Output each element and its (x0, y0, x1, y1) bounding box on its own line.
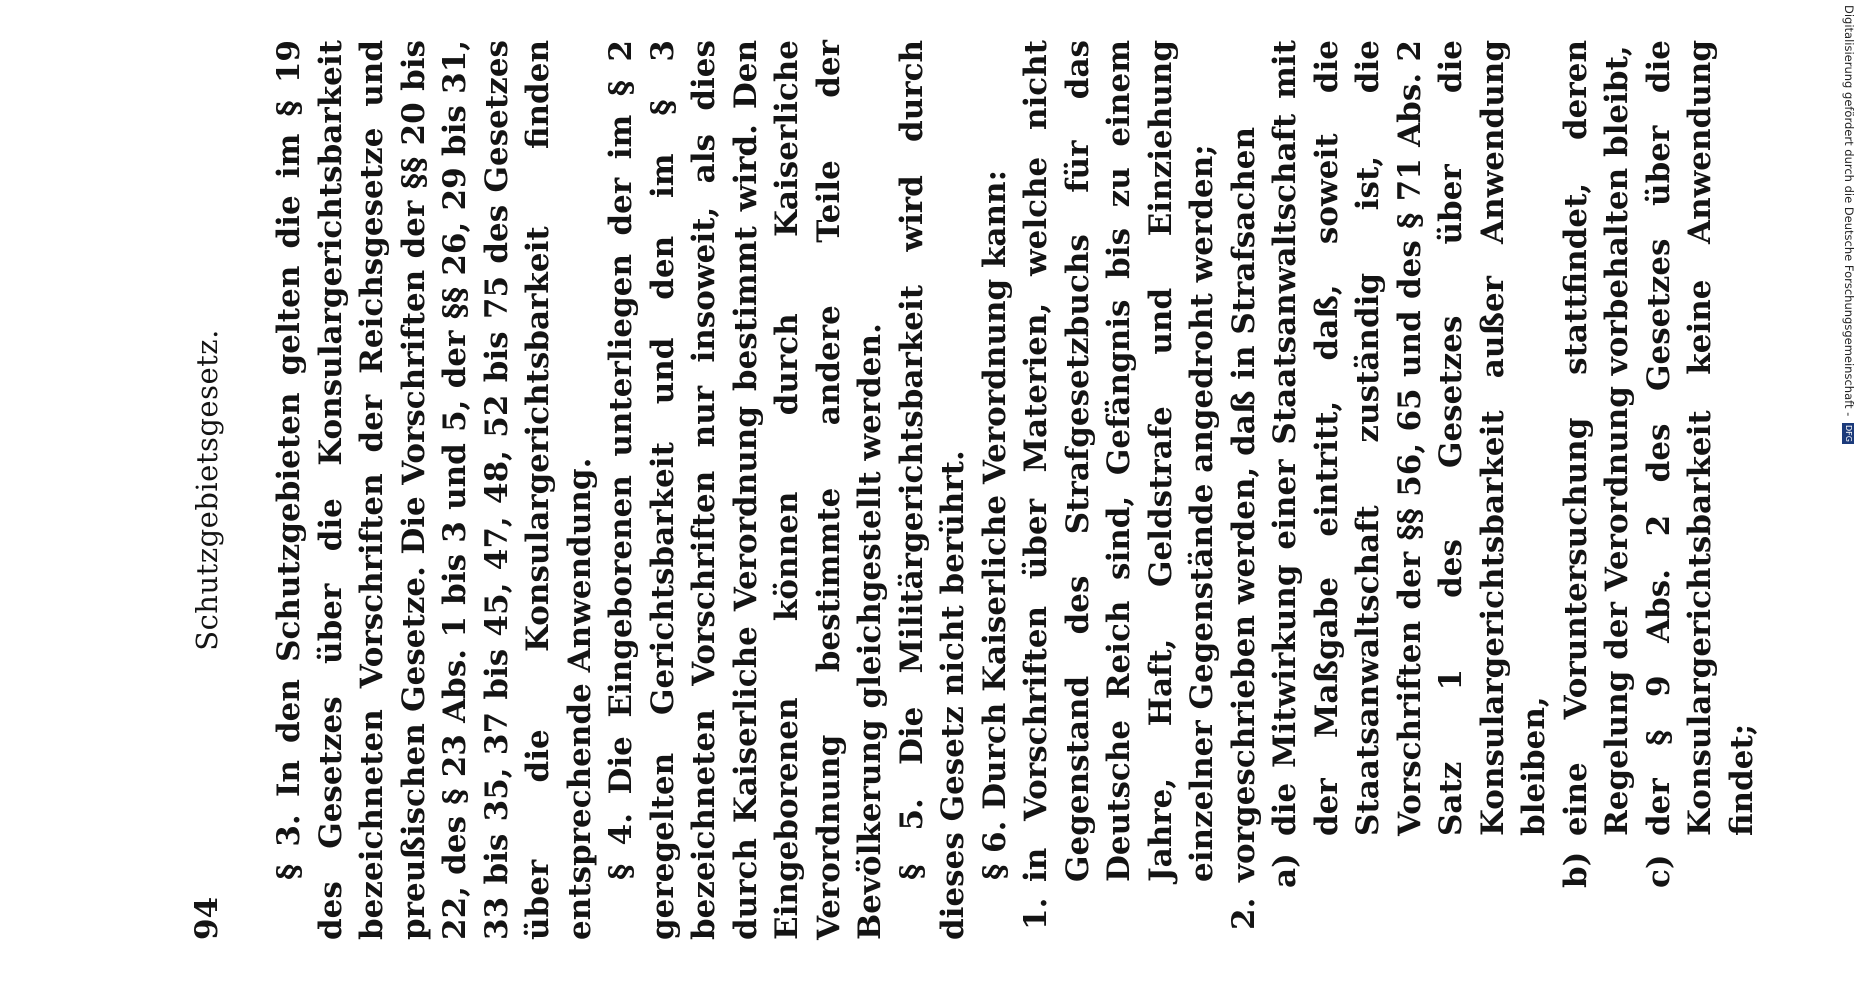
paragraph-4: § 4. Die Eingeborenen unterliegen der im § 2 geregelten Gerichtsbarkeit und den im § 3 bezeichneten Vorschriften nur insoweit, als dies durch Kaiserliche Verordnung bestimmt wird. Den Eingeborenen können durch Kaiserliche Verordnung bestimmte andere Teile der Bevölkerung gleichgestellt werden. (603, 40, 888, 940)
list-item (1016, 40, 1224, 940)
sub-list-item-letter: a) (1267, 853, 1303, 888)
list-item-number: 1. (1018, 897, 1054, 930)
list-item-number: 2. (1225, 897, 1262, 930)
list-item-text: in Vorschriften über Materien, welche nicht Gegenstand des Strafgesetzbuchs für das Deutsche Reich sind, Gefängnis bis zu einem Jahre, Haft, Geldstrafe und Einziehung einzelner Gegenstände angedroht werden; (1018, 40, 1220, 882)
sub-list-item-text: die Mitwirkung einer Staatsanwaltschaft mit der Maßgabe eintritt, daß, soweit die Staatsanwaltschaft zuständig ist, die Vorschriften der §§ 56, 65 und des § 71 Abs. 2 Satz 1 des Gesetzes über die Konsulargerichtsbarkeit außer Anwendung bleiben, (1267, 40, 1552, 836)
rotated-document-page (187, 40, 1760, 940)
sub-list-item (1639, 40, 1764, 940)
sub-list-item-letter: b) (1557, 851, 1594, 888)
document-body (269, 40, 1763, 940)
page-number: 94 (189, 896, 225, 940)
sub-list-item-text: eine Voruntersuchung stattfindet, deren Regelung der Verordnung vorbehalten bleibt, (1557, 40, 1635, 836)
paragraph-5: § 5. Die Militärgerichtsbarkeit wird durch dieses Gesetz nicht berührt. (893, 40, 971, 940)
list-item (1224, 40, 1266, 940)
paragraph-6-list (1016, 40, 1763, 940)
list-item-text: vorgeschrieben werden, daß in Strafsachen (1225, 126, 1262, 882)
sub-list-item-letter: c) (1640, 854, 1677, 888)
digitization-credit (1842, 5, 1856, 1005)
sub-list-item (1265, 40, 1556, 940)
sub-list-item-text: der § 9 Abs. 2 des Gesetzes über die Konsulargerichtsbarkeit keine Anwendung findet; (1640, 40, 1760, 836)
dfg-logo: DFG (1844, 424, 1854, 442)
sub-list-item (1556, 40, 1639, 940)
credit-text: Digitalisierung gefördert durch die Deutsche Forschungsgemeinschaft - (1842, 5, 1856, 417)
paragraph-3: § 3. In den Schutzgebieten gelten die im § 19 des Gesetzes über die Konsulargerichtsbarkeit bezeichneten Vorschriften der Reichsgesetze und preußischen Gesetze. Die Vorschriften der §§ 20 bis 22, des § 23 Abs. 1 bis 3 und 5, der §§ 26, 29 bis 31, 33 bis 35, 37 bis 45, 47, 48, 52 bis 75 des Gesetzes über die Konsulargerichtsbarkeit finden entsprechende Anwendung. (271, 40, 598, 940)
running-header: Schutzgebietsgesetz. (190, 329, 224, 651)
paragraph-6-intro: § 6. Durch Kaiserliche Verordnung kann: (976, 169, 1013, 880)
